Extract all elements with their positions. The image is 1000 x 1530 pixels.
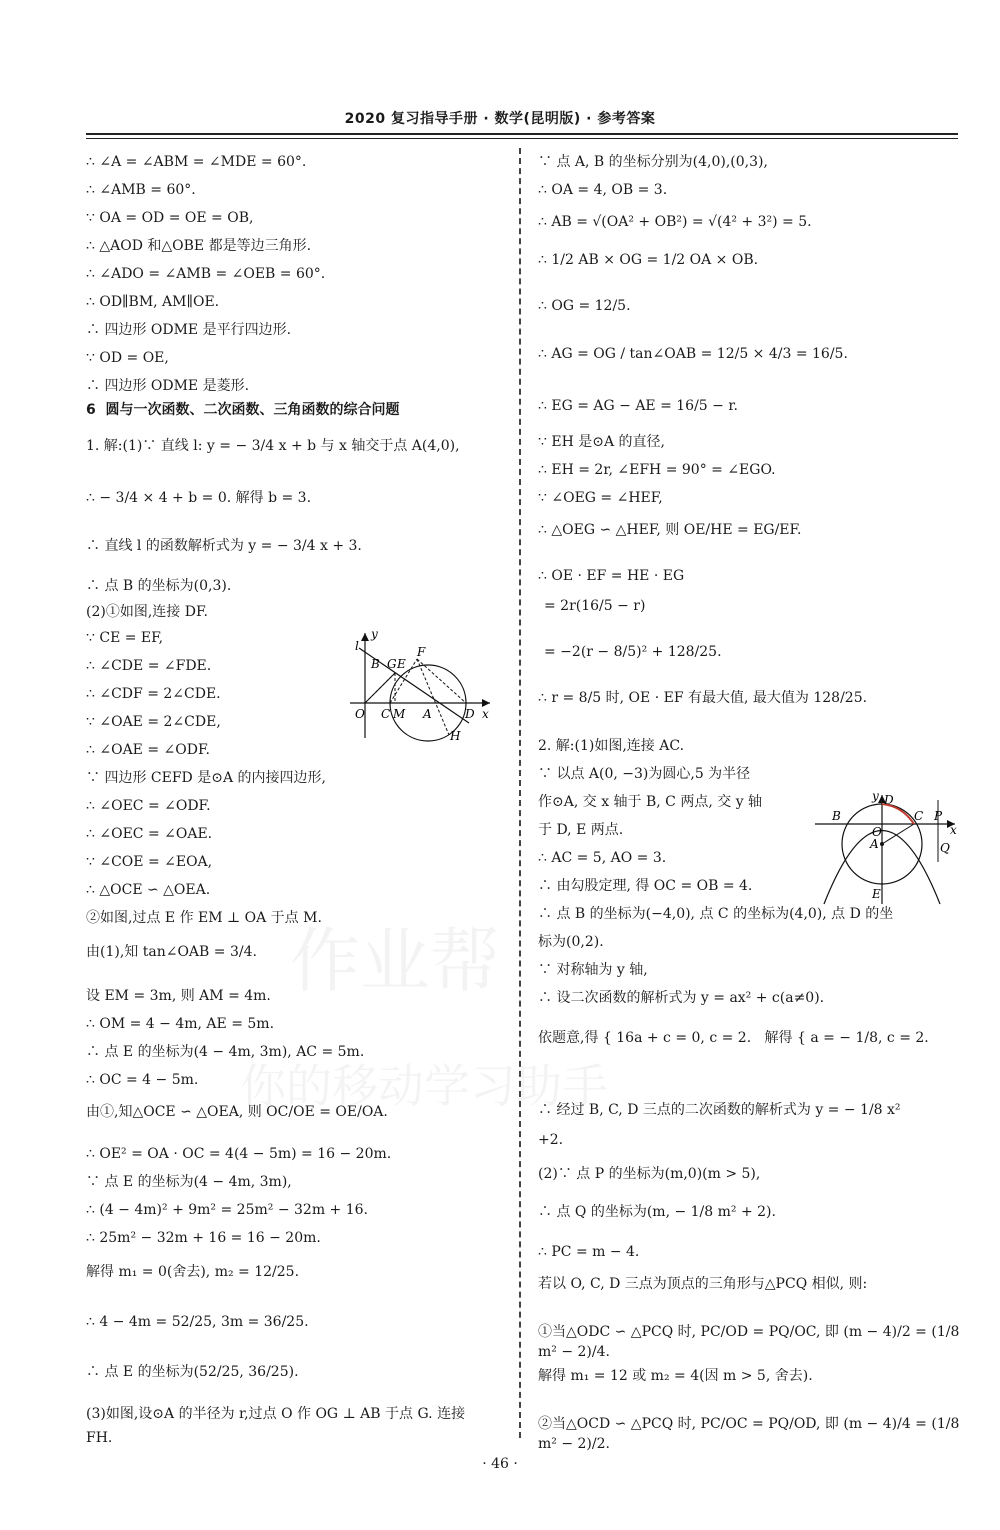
solution-line: ∵ EH 是⊙A 的直径, <box>538 434 665 450</box>
solution-line: ∴ 四边形 ODME 是菱形. <box>86 378 250 394</box>
solution-line: 由①,知△OCE ∽ △OEA, 则 OC/OE = OE/OA. <box>86 1104 388 1120</box>
solution-line: ∴ 设二次函数的解析式为 y = ax² + c(a≠0). <box>538 990 825 1006</box>
fig2-label-x: x <box>950 823 957 837</box>
solution-line: 1. 解:(1)∵ 直线 l: y = − 3/4 x + b 与 x 轴交于点 A(4,0), <box>86 438 460 454</box>
solution-line: 作⊙A, 交 x 轴于 B, C 两点, 交 y 轴 <box>538 794 763 810</box>
column-divider <box>519 148 521 1438</box>
solution-line: ∴ ∠CDE = ∠FDE. <box>86 658 212 674</box>
fig1-label-x: x <box>482 707 489 721</box>
fig1-label-l: l <box>355 639 359 653</box>
watermark-line2: 你的移动学习助手 <box>240 1059 608 1113</box>
solution-line: ∴ 四边形 ODME 是平行四边形. <box>86 322 292 338</box>
solution-line: ∵ ∠OAE = 2∠CDE, <box>86 714 221 730</box>
solution-line: 解得 m₁ = 12 或 m₂ = 4(因 m > 5, 舍去). <box>538 1368 813 1384</box>
solution-line: (2)①如图,连接 DF. <box>86 604 208 620</box>
fig1-label-g: G <box>387 657 397 671</box>
solution-line: = 2r(16/5 − r) <box>544 598 646 614</box>
solution-line: = −2(r − 8/5)² + 128/25. <box>544 644 722 660</box>
solution-line: ∴ △OEG ∽ △HEF, 则 OE/HE = EG/EF. <box>538 522 802 538</box>
solution-line: ∴ 经过 B, C, D 三点的二次函数的解析式为 y = − 1/8 x² <box>538 1102 901 1118</box>
solution-line: 若以 O, C, D 三点为顶点的三角形与△PCQ 相似, 则: <box>538 1276 868 1292</box>
header-rule-thick <box>86 133 958 135</box>
fig2-label-a: A <box>870 837 879 851</box>
solution-line: 解得 m₁ = 0(舍去), m₂ = 12/25. <box>86 1264 300 1280</box>
solution-line: ∴ AG = OG / tan∠OAB = 12/5 × 4/3 = 16/5. <box>538 346 848 362</box>
solution-line: ∴ OE · EF = HE · EG <box>538 568 685 584</box>
center-a <box>880 842 884 846</box>
solution-line: ∵ 点 E 的坐标为(4 − 4m, 3m), <box>86 1174 292 1190</box>
solution-line: ∴ PC = m − 4. <box>538 1244 640 1260</box>
solution-line: +2. <box>538 1132 564 1148</box>
solution-line: ∵ CE = EF, <box>86 630 164 646</box>
solution-line: ∴ 点 E 的坐标为(52/25, 36/25). <box>86 1364 299 1380</box>
solution-line: ∴ △OCE ∽ △OEA. <box>86 882 211 898</box>
fig2-label-o: O <box>872 825 882 839</box>
fig2-label-p: P <box>934 809 943 823</box>
y-axis-arrow <box>361 633 369 641</box>
solution-line: ∵ 对称轴为 y 轴, <box>538 962 648 978</box>
fig1-label-f: F <box>417 645 426 659</box>
solution-line: ∴ OA = 4, OB = 3. <box>538 182 668 198</box>
solution-line: ∵ ∠OEG = ∠HEF, <box>538 490 663 506</box>
solution-line: ∴ 点 B 的坐标为(0,3). <box>86 578 232 594</box>
solution-line: ∴ AB = √(OA² + OB²) = √(4² + 3²) = 5. <box>538 214 812 230</box>
fig2-label-c: C <box>914 809 924 823</box>
solution-line: ∴ OG = 12/5. <box>538 298 631 314</box>
solution-line: ∴ 点 E 的坐标为(4 − 4m, 3m), AC = 5m. <box>86 1044 365 1060</box>
solution-line: ②如图,过点 E 作 EM ⊥ OA 于点 M. <box>86 910 322 926</box>
figure-circle-line <box>345 628 495 743</box>
fig1-label-c: C <box>381 707 391 721</box>
solution-line: ∴ ∠OEC = ∠OAE. <box>86 826 213 842</box>
solution-line: 由(1),知 tan∠OAB = 3/4. <box>86 944 257 960</box>
solution-line: ∴ 点 Q 的坐标为(m, − 1/8 m² + 2). <box>538 1204 776 1220</box>
solution-line: ∴ EH = 2r, ∠EFH = 90° = ∠EGO. <box>538 462 776 478</box>
solution-line: ∴ 直线 l 的函数解析式为 y = − 3/4 x + 3. <box>86 538 362 554</box>
solution-line: ∵ 点 A, B 的坐标分别为(4,0),(0,3), <box>538 154 768 170</box>
solution-line: ∴ 1/2 AB × OG = 1/2 OA × OB. <box>538 252 759 268</box>
fig1-label-o: O <box>355 707 365 721</box>
fig2-label-q: Q <box>940 841 950 855</box>
solution-line: 2. 解:(1)如图,连接 AC. <box>538 738 685 754</box>
fig1-label-d: D <box>465 707 475 721</box>
solution-line: (3)如图,设⊙A 的半径为 r,过点 O 作 OG ⊥ AB 于点 G. 连接 <box>86 1406 466 1422</box>
solution-line: 依题意,得 { 16a + c = 0, c = 2. 解得 { a = − 1/8, c = 2. <box>538 1030 929 1046</box>
fig1-label-b: B <box>371 657 380 671</box>
watermark-line1: 作业帮 <box>290 920 500 1002</box>
fig1-label-y: y <box>371 628 378 641</box>
fig2-label-b: B <box>832 809 841 823</box>
fig1-label-h: H <box>450 729 461 743</box>
solution-line: ∴ − 3/4 × 4 + b = 0. 解得 b = 3. <box>86 490 312 506</box>
segment-fh <box>417 659 449 735</box>
solution-line: ∵ ∠COE = ∠EOA, <box>86 854 213 870</box>
fig1-label-e: E <box>397 657 406 671</box>
fig2-label-y: y <box>872 792 879 803</box>
page-number: · 46 · <box>482 1456 518 1472</box>
solution-line: ∴ EG = AG − AE = 16/5 − r. <box>538 398 738 414</box>
solution-line: ②当△OCD ∽ △PCQ 时, PC/OC = PQ/OD, 即 (m − 4)/4 = (1/8 m² − 2)/2. <box>538 1416 964 1452</box>
solution-line: ∴ 4 − 4m = 52/25, 3m = 36/25. <box>86 1314 309 1330</box>
header-rule-thin <box>86 138 958 139</box>
solution-line: ∴ ∠AMB = 60°. <box>86 182 196 198</box>
solution-line: ∴ OC = 4 − 5m. <box>86 1072 199 1088</box>
solution-line: ∴ 由勾股定理, 得 OC = OB = 4. <box>538 878 753 894</box>
solution-line: ∴ ∠ADO = ∠AMB = ∠OEB = 60°. <box>86 266 326 282</box>
solution-line: ∵ 以点 A(0, −3)为圆心,5 为半径 <box>538 766 751 782</box>
solution-line: 设 EM = 3m, 则 AM = 4m. <box>86 988 271 1004</box>
solution-line: ∴ ∠A = ∠ABM = ∠MDE = 60°. <box>86 154 307 170</box>
solution-line: ∵ 四边形 CEFD 是⊙A 的内接四边形, <box>86 770 326 786</box>
solution-line: ∵ OD = OE, <box>86 350 169 366</box>
solution-line: ∴ 25m² − 32m + 16 = 16 − 20m. <box>86 1230 321 1246</box>
fig2-label-e: E <box>872 887 881 901</box>
solution-line: 标为(0,2). <box>538 934 604 950</box>
solution-line: ∴ r = 8/5 时, OE · EF 有最大值, 最大值为 128/25. <box>538 690 868 706</box>
page-header: 2020 复习指导手册 · 数学(昆明版) · 参考答案 <box>344 111 656 127</box>
solution-line: ①当△ODC ∽ △PCQ 时, PC/OD = PQ/OC, 即 (m − 4)/2 = (1/8 m² − 2)/4. <box>538 1324 964 1360</box>
fig1-label-m: M <box>393 707 406 721</box>
x-axis-arrow <box>482 699 490 707</box>
solution-line: ∴ 点 B 的坐标为(−4,0), 点 C 的坐标为(4,0), 点 D 的坐 <box>538 906 894 922</box>
solution-line: ∵ OA = OD = OE = OB, <box>86 210 254 226</box>
solution-line: (2)∵ 点 P 的坐标为(m,0)(m > 5), <box>538 1166 761 1182</box>
section-heading: 6 圆与一次函数、二次函数、三角函数的综合问题 <box>86 402 400 418</box>
solution-line: ∴ △AOD 和△OBE 都是等边三角形. <box>86 238 312 254</box>
solution-line: ∴ ∠OAE = ∠ODF. <box>86 742 210 758</box>
solution-line: ∴ OM = 4 − 4m, AE = 5m. <box>86 1016 275 1032</box>
fig2-label-d: D <box>884 793 894 807</box>
solution-line: 于 D, E 两点. <box>538 822 624 838</box>
solution-line: ∴ ∠CDF = 2∠CDE. <box>86 686 221 702</box>
solution-line: ∴ OE² = OA · OC = 4(4 − 5m) = 16 − 20m. <box>86 1146 392 1162</box>
solution-line: ∴ ∠OEC = ∠ODF. <box>86 798 211 814</box>
fig1-label-a: A <box>423 707 432 721</box>
segment-ac <box>882 824 914 844</box>
solution-line: ∴ OD∥BM, AM∥OE. <box>86 294 220 310</box>
solution-line: ∴ AC = 5, AO = 3. <box>538 850 667 866</box>
solution-line: ∴ (4 − 4m)² + 9m² = 25m² − 32m + 16. <box>86 1202 368 1218</box>
figure-parabola-circle <box>810 792 960 907</box>
solution-line: FH. <box>86 1430 113 1446</box>
